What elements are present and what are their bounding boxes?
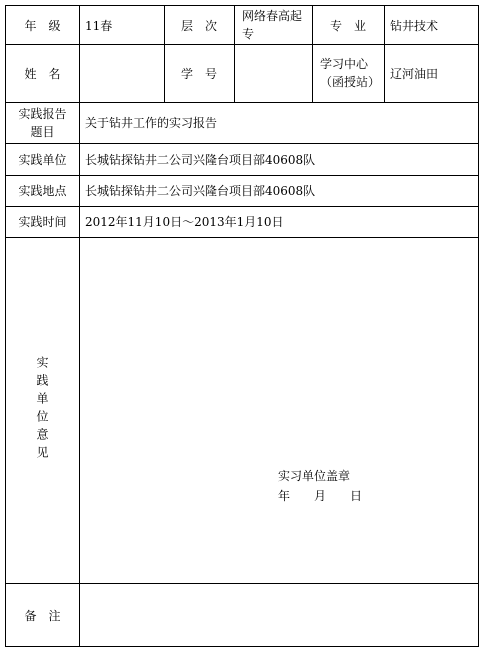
name-value[interactable] <box>79 44 164 102</box>
grade-label: 年 级 <box>24 18 61 33</box>
level-label: 层 次 <box>180 18 217 33</box>
study-center-label: 学习中心（函授站） <box>320 57 381 89</box>
major-value[interactable]: 钻井技术 <box>390 18 439 33</box>
practice-time-label: 实践时间 <box>18 215 67 229</box>
name-label: 姓 名 <box>24 66 61 81</box>
grade-value[interactable]: 11春 <box>85 18 113 33</box>
study-center-value[interactable]: 辽河油田 <box>390 66 439 81</box>
practice-place-label: 实践地点 <box>18 184 67 198</box>
report-title-value[interactable]: 关于钻井工作的实习报告 <box>85 116 218 130</box>
remarks-label: 备 注 <box>24 608 61 623</box>
major-label: 专 业 <box>329 18 366 33</box>
student-id-label: 学 号 <box>180 66 217 81</box>
student-id-value[interactable] <box>234 44 312 102</box>
unit-opinion-area[interactable] <box>79 237 478 583</box>
practice-time-value[interactable]: 2012年11月10日～2013年1月10日 <box>85 215 284 229</box>
unit-stamp-block <box>278 466 362 506</box>
unit-date-line: 年 月 日 <box>278 489 363 503</box>
practice-unit-value[interactable]: 长城钻探钻井二公司兴隆台项目部40608队 <box>85 152 316 167</box>
level-value[interactable]: 网络春高起专 <box>242 9 303 41</box>
remarks-value[interactable] <box>79 583 478 647</box>
unit-opinion-label-cell <box>6 237 79 583</box>
unit-stamp-line: 实习单位盖章 <box>278 469 351 483</box>
internship-report-form <box>5 5 479 647</box>
practice-unit-label: 实践单位 <box>18 152 67 167</box>
unit-opinion-label: 实践单位意见 <box>35 356 49 464</box>
report-title-label: 实践报告题目 <box>18 106 67 139</box>
practice-place-value[interactable]: 长城钻探钻井二公司兴隆台项目部40608队 <box>85 184 316 198</box>
